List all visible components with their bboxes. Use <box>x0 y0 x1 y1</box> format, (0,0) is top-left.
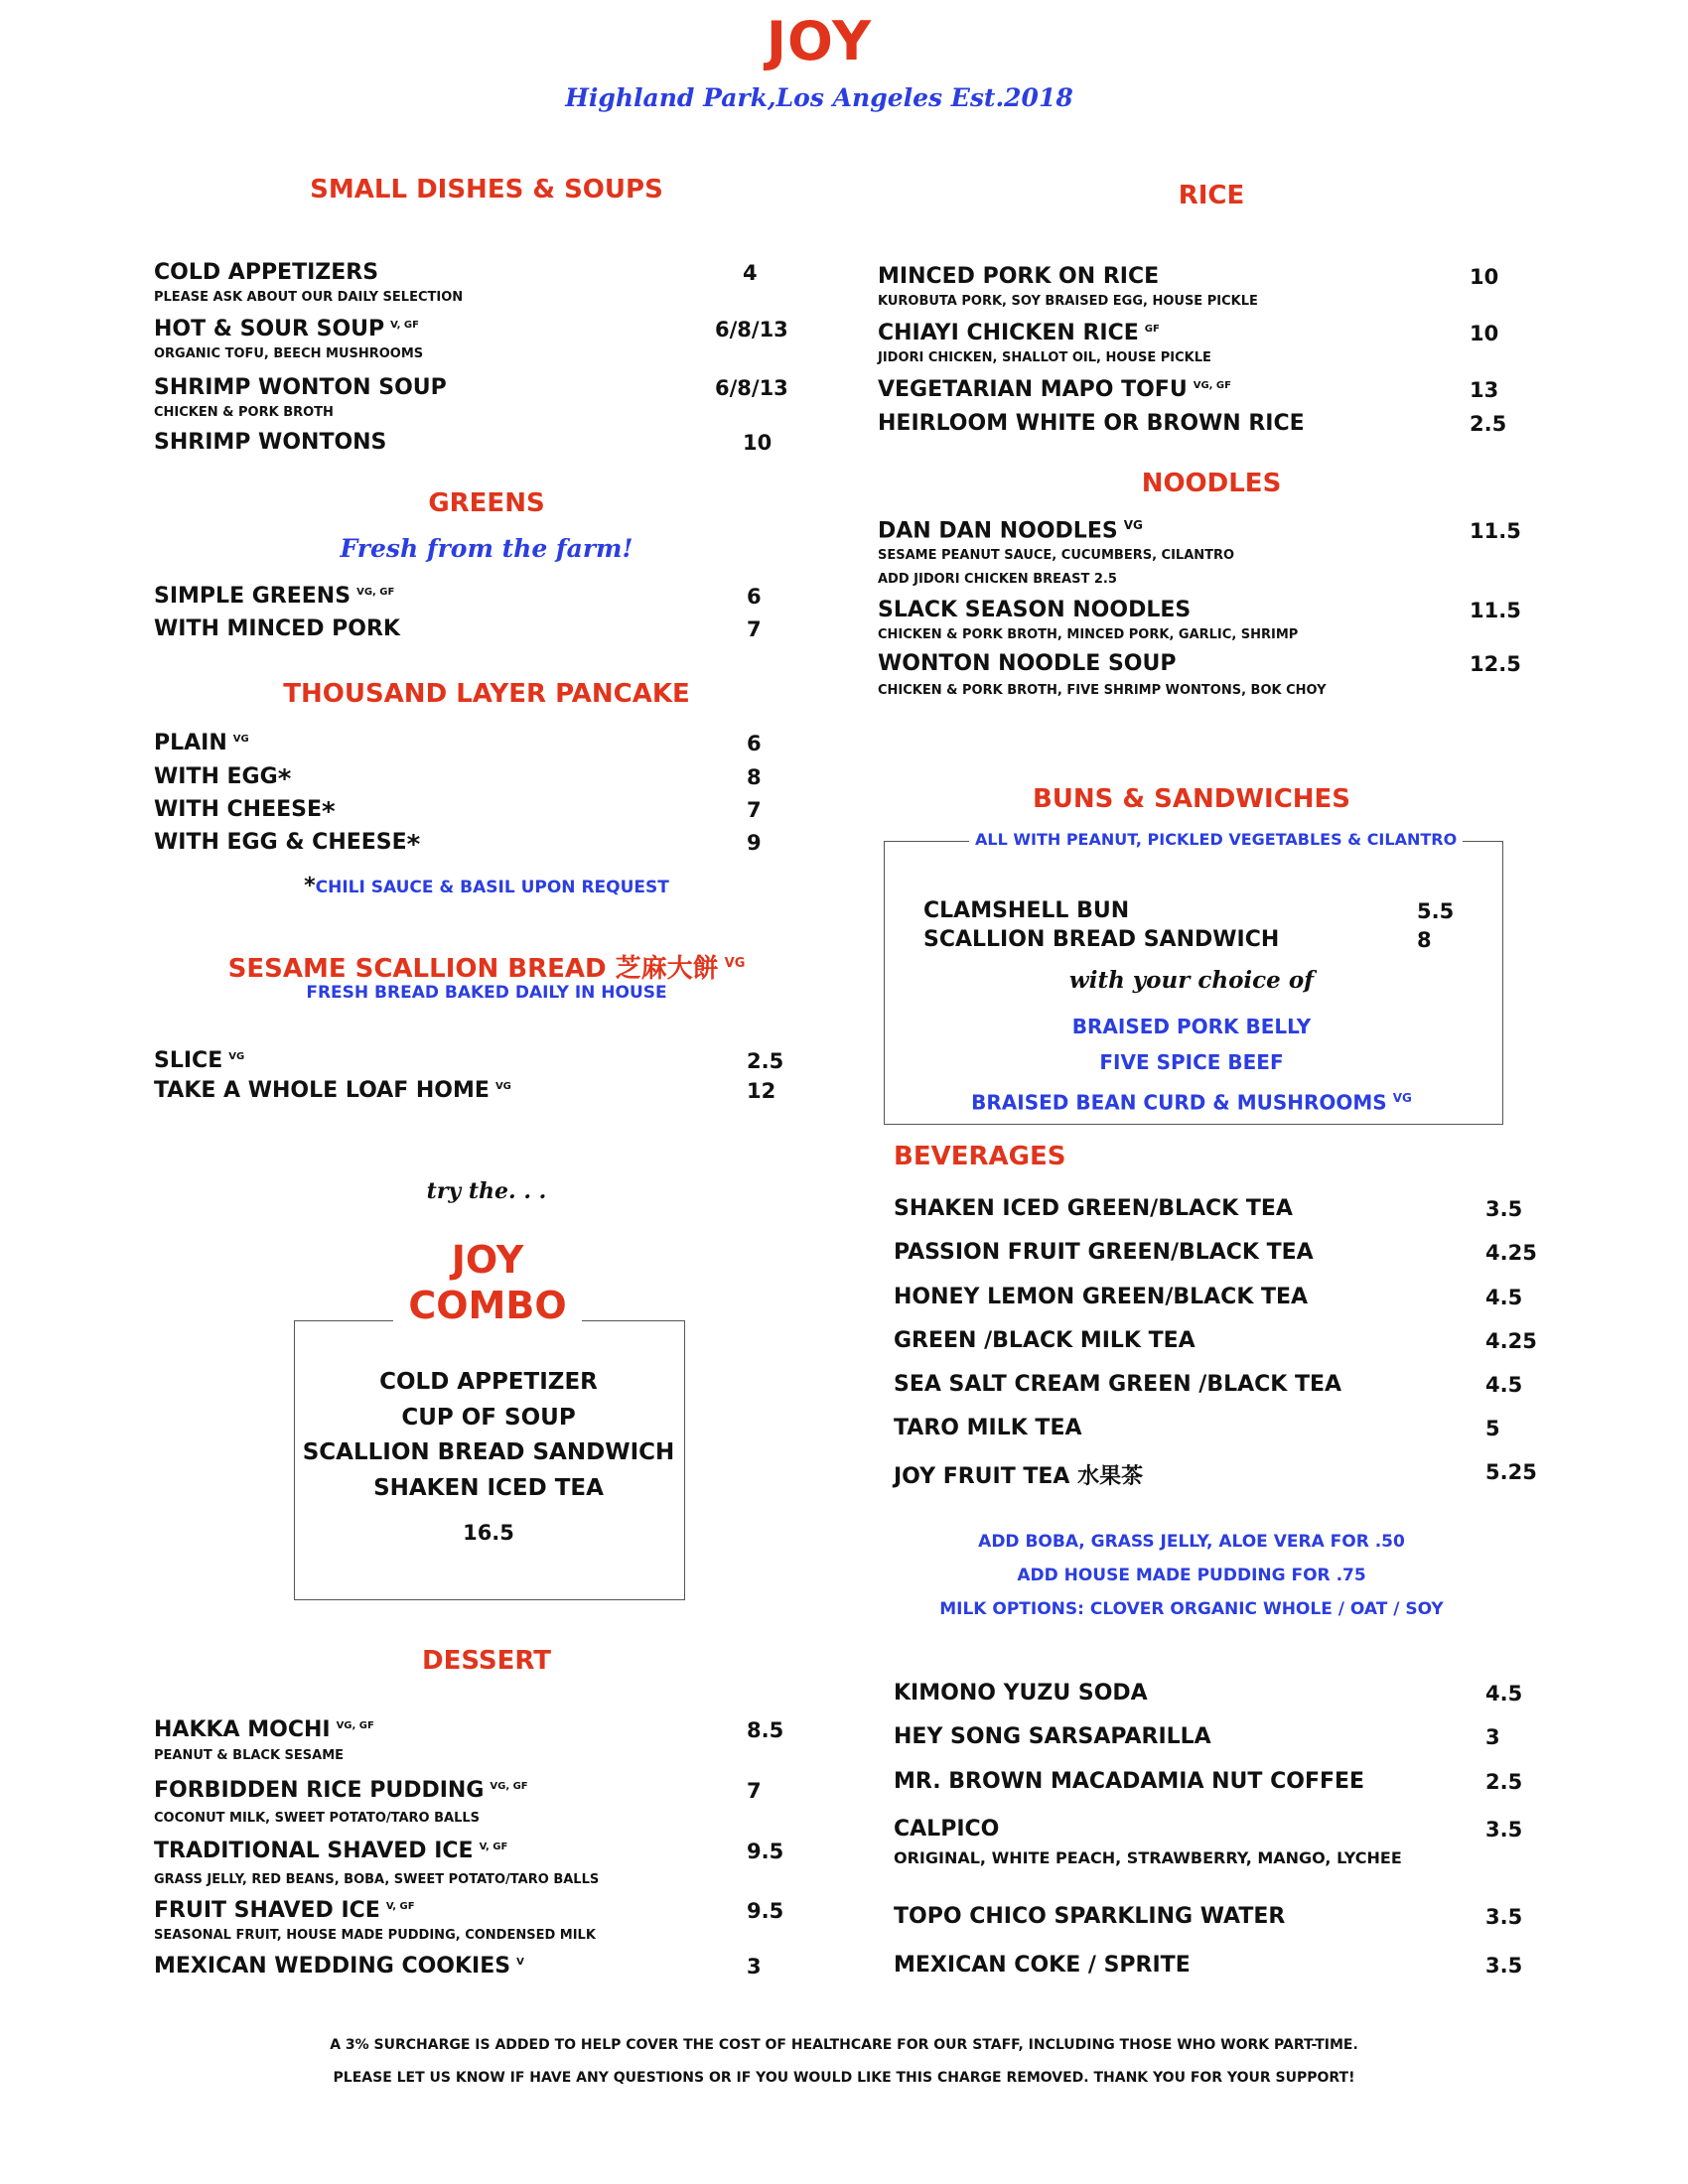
menu-item-price: 11.5 <box>1470 519 1521 543</box>
menu-item-desc: CHICKEN & PORK BROTH, MINCED PORK, GARLIC, SHRIMP <box>878 627 1299 642</box>
menu-item-addon: ADD JIDORI CHICKEN BREAST 2.5 <box>878 572 1117 587</box>
diet-tag: V, GF <box>479 1841 508 1852</box>
menu-item-price: 4.5 <box>1485 1286 1523 1309</box>
menu-item-price: 3.5 <box>1485 1905 1523 1929</box>
menu-item-price: 13 <box>1470 378 1499 402</box>
menu-item-desc: COCONUT MILK, SWEET POTATO/TARO BALLS <box>154 1811 481 1826</box>
menu-item-name: COLD APPETIZERS <box>154 260 379 285</box>
section-heading-bread: SESAME SCALLION BREAD 芝麻大餅 $^{VG}$ <box>227 954 746 984</box>
menu-item-name: CALPICO <box>894 1817 1000 1842</box>
menu-item-name: HEIRLOOM WHITE OR BROWN RICE <box>878 411 1305 436</box>
menu-item-desc: CHICKEN & PORK BROTH, FIVE SHRIMP WONTONS, BOK CHOY <box>878 683 1327 698</box>
menu-item-desc: KUROBUTA PORK, SOY BRAISED EGG, HOUSE PICKLE <box>878 294 1258 309</box>
menu-item-name: SIMPLE GREENS $^{VG, GF}$ <box>154 584 395 609</box>
beverage-addons: ADD BOBA, GRASS JELLY, ALOE VERA FOR .50 ADD HOUSE MADE PUDDING FOR .75 MILK OPTIONS: CLOVER ORGANIC WHOLE / OAT / SOY <box>939 1532 1444 1619</box>
buns-fillings: BRAISED PORK BELLY FIVE SPICE BEEF BRAISED BEAN CURD & MUSHROOMS $^{VG}$ <box>971 1015 1412 1115</box>
diet-tag: VG <box>1392 1091 1412 1105</box>
menu-item-price: 3.5 <box>1485 1818 1523 1842</box>
combo-try-text: try the. . . <box>426 1178 547 1204</box>
menu-item-price: 3.5 <box>1485 1197 1523 1221</box>
menu-item-price: 7 <box>747 1779 762 1803</box>
menu-item-price: 4.5 <box>1485 1373 1523 1397</box>
menu-item-name: JOY FRUIT TEA 水果茶 <box>894 1464 1144 1489</box>
menu-item-name: SEA SALT CREAM GREEN /BLACK TEA <box>894 1372 1342 1397</box>
diet-tag: VG <box>228 1050 245 1062</box>
menu-item-name: SHRIMP WONTONS <box>154 430 387 455</box>
menu-item-price: 3 <box>1485 1725 1500 1749</box>
diet-tag: GF <box>1144 323 1160 335</box>
section-heading-dessert: DESSERT <box>422 1646 551 1676</box>
menu-item-desc: PLEASE ASK ABOUT OUR DAILY SELECTION <box>154 290 464 305</box>
menu-item-name: SLICE $^{VG}$ <box>154 1048 245 1073</box>
menu-item-desc: GRASS JELLY, RED BEANS, BOBA, SWEET POTATO/TARO BALLS <box>154 1872 600 1887</box>
section-heading-rice: RICE <box>1178 181 1245 210</box>
menu-item-price: 11.5 <box>1470 599 1521 622</box>
diet-tag: VG, GF <box>336 1719 374 1731</box>
menu-item-price: 4.25 <box>1485 1329 1537 1353</box>
pancake-note: *CHILI SAUCE & BASIL UPON REQUEST <box>304 874 669 898</box>
menu-item-name: DAN DAN NOODLES $^{VG}$ <box>878 518 1143 544</box>
menu-item-price: 2.5 <box>1485 1770 1523 1794</box>
section-heading-buns: BUNS & SANDWICHES <box>1032 784 1351 814</box>
menu-item-name: WITH EGG & CHEESE* <box>154 830 421 860</box>
menu-item-price: 6/8/13 <box>715 318 788 341</box>
menu-item-name: SHAKEN ICED GREEN/BLACK TEA <box>894 1196 1293 1221</box>
menu-item-name: WITH EGG* <box>154 764 292 794</box>
menu-item-name: TAKE A WHOLE LOAF HOME $^{VG}$ <box>154 1078 511 1103</box>
menu-item-price: 8.5 <box>747 1718 784 1742</box>
menu-item-name: TRADITIONAL SHAVED ICE $^{V, GF}$ <box>154 1839 508 1863</box>
menu-item-price: 3.5 <box>1485 1954 1523 1978</box>
greens-tagline: Fresh from the farm! <box>340 534 633 563</box>
menu-item-name: MINCED PORK ON RICE <box>878 264 1160 289</box>
menu-item-name: WITH MINCED PORK <box>154 616 400 641</box>
menu-item-name: WITH CHEESE* <box>154 797 336 827</box>
menu-item-price: 6 <box>747 732 762 755</box>
section-heading-small-dishes: SMALL DISHES & SOUPS <box>310 175 663 205</box>
bread-subtitle: FRESH BREAD BAKED DAILY IN HOUSE <box>306 983 667 1003</box>
menu-item-name: CLAMSHELL BUN <box>923 898 1130 923</box>
combo-title: JOY COMBO <box>393 1237 582 1328</box>
diet-tag: VG, GF <box>356 586 395 598</box>
menu-item-name: GREEN /BLACK MILK TEA <box>894 1328 1196 1353</box>
diet-tag: VG <box>1123 518 1143 532</box>
diet-tag: VG <box>232 733 249 745</box>
diet-tag: VG <box>724 956 746 972</box>
diet-tag: V <box>516 1956 524 1968</box>
diet-tag: V, GF <box>390 319 419 331</box>
menu-item-price: 2.5 <box>747 1049 784 1073</box>
asterisk: * <box>406 830 421 860</box>
footer-thanks-note: PLEASE LET US KNOW IF HAVE ANY QUESTIONS OR IF YOU WOULD LIKE THIS CHARGE REMOVED. THANK YOU FOR YOUR SUPPORT! <box>333 2070 1355 2086</box>
menu-item-price: 6/8/13 <box>715 376 788 400</box>
menu-item-name: HONEY LEMON GREEN/BLACK TEA <box>894 1285 1309 1309</box>
diet-tag: VG, GF <box>490 1780 528 1792</box>
menu-item-price: 9 <box>747 831 762 855</box>
menu-item-price: 7 <box>747 798 762 822</box>
section-heading-pancake: THOUSAND LAYER PANCAKE <box>283 679 690 709</box>
menu-item-name: TOPO CHICO SPARKLING WATER <box>894 1904 1286 1929</box>
diet-tag: V, GF <box>385 1900 415 1912</box>
menu-item-desc: CHICKEN & PORK BROTH <box>154 405 334 420</box>
asterisk: * <box>277 764 292 794</box>
menu-item-desc: SEASONAL FRUIT, HOUSE MADE PUDDING, CONDENSED MILK <box>154 1928 596 1943</box>
menu-item-name: VEGETARIAN MAPO TOFU $^{VG, GF}$ <box>878 377 1231 402</box>
menu-item-name: PASSION FRUIT GREEN/BLACK TEA <box>894 1240 1314 1265</box>
menu-item-price: 6 <box>747 585 762 609</box>
section-heading-greens: GREENS <box>428 488 545 518</box>
menu-item-name: HOT & SOUR SOUP $^{V, GF}$ <box>154 317 419 341</box>
restaurant-tagline: Highland Park,Los Angeles Est.2018 <box>565 83 1073 112</box>
combo-price: 16.5 <box>463 1521 514 1545</box>
menu-item-name: MEXICAN WEDDING COOKIES $^V$ <box>154 1954 524 1979</box>
menu-item-name: WONTON NOODLE SOUP <box>878 651 1177 676</box>
buns-box-label: ALL WITH PEANUT, PICKLED VEGETABLES & CILANTRO <box>969 830 1463 849</box>
menu-item-desc: ORIGINAL, WHITE PEACH, STRAWBERRY, MANGO, LYCHEE <box>894 1848 1402 1867</box>
footer-surcharge-note: A 3% SURCHARGE IS ADDED TO HELP COVER THE COST OF HEALTHCARE FOR OUR STAFF, INCLUDING THOSE WHO WORK PART-TIME. <box>330 2037 1358 2053</box>
menu-item-price: 3 <box>747 1955 762 1979</box>
menu-item-price: 8 <box>1417 928 1432 952</box>
combo-items: COLD APPETIZER CUP OF SOUP SCALLION BREAD SANDWICH SHAKEN ICED TEA <box>302 1369 675 1501</box>
restaurant-title: JOY <box>766 10 873 72</box>
section-heading-beverages: BEVERAGES <box>894 1142 1066 1171</box>
asterisk: * <box>322 797 336 827</box>
menu-item-price: 12 <box>747 1079 776 1103</box>
menu-item-name: KIMONO YUZU SODA <box>894 1681 1148 1706</box>
menu-item-price: 5.5 <box>1417 899 1455 923</box>
menu-item-desc: JIDORI CHICKEN, SHALLOT OIL, HOUSE PICKLE <box>878 350 1211 365</box>
menu-item-price: 5 <box>1485 1417 1500 1440</box>
diet-tag: VG, GF <box>1193 379 1231 391</box>
menu-item-price: 9.5 <box>747 1899 784 1923</box>
menu-item-desc: PEANUT & BLACK SESAME <box>154 1748 345 1763</box>
menu-item-name: FRUIT SHAVED ICE $^{V, GF}$ <box>154 1898 415 1923</box>
menu-item-name: SLACK SEASON NOODLES <box>878 598 1192 622</box>
menu-item-price: 4 <box>743 261 758 285</box>
menu-item-price: 12.5 <box>1470 652 1521 676</box>
menu-item-price: 9.5 <box>747 1840 784 1863</box>
menu-item-desc: SESAME PEANUT SAUCE, CUCUMBERS, CILANTRO <box>878 548 1235 563</box>
menu-item-price: 10 <box>1470 265 1499 289</box>
menu-item-name: MR. BROWN MACADAMIA NUT COFFEE <box>894 1769 1365 1794</box>
menu-item-name: PLAIN $^{VG}$ <box>154 731 249 755</box>
menu-item-price: 4.5 <box>1485 1682 1523 1706</box>
menu-item-price: 8 <box>747 765 762 789</box>
menu-item-name: HEY SONG SARSAPARILLA <box>894 1724 1211 1749</box>
menu-item-name: SHRIMP WONTON SOUP <box>154 375 447 400</box>
menu-item-desc: ORGANIC TOFU, BEECH MUSHROOMS <box>154 346 424 361</box>
buns-choice-text: with your choice of <box>1068 967 1315 994</box>
menu-item-price: 2.5 <box>1470 412 1507 436</box>
menu-item-price: 5.25 <box>1485 1460 1537 1484</box>
menu-item-price: 10 <box>1470 322 1499 345</box>
menu-item-name: FORBIDDEN RICE PUDDING $^{VG, GF}$ <box>154 1778 528 1803</box>
menu-item-name: SCALLION BREAD SANDWICH <box>923 927 1280 952</box>
menu-item-name: CHIAYI CHICKEN RICE $^{GF}$ <box>878 321 1160 345</box>
menu-item-name: MEXICAN COKE / SPRITE <box>894 1953 1191 1978</box>
menu-item-name: TARO MILK TEA <box>894 1416 1082 1440</box>
diet-tag: VG <box>494 1080 511 1092</box>
section-heading-noodles: NOODLES <box>1141 469 1282 498</box>
menu-item-price: 7 <box>747 617 762 641</box>
menu-item-price: 4.25 <box>1485 1241 1537 1265</box>
menu-item-price: 10 <box>743 431 773 455</box>
menu-item-name: HAKKA MOCHI $^{VG, GF}$ <box>154 1717 374 1742</box>
